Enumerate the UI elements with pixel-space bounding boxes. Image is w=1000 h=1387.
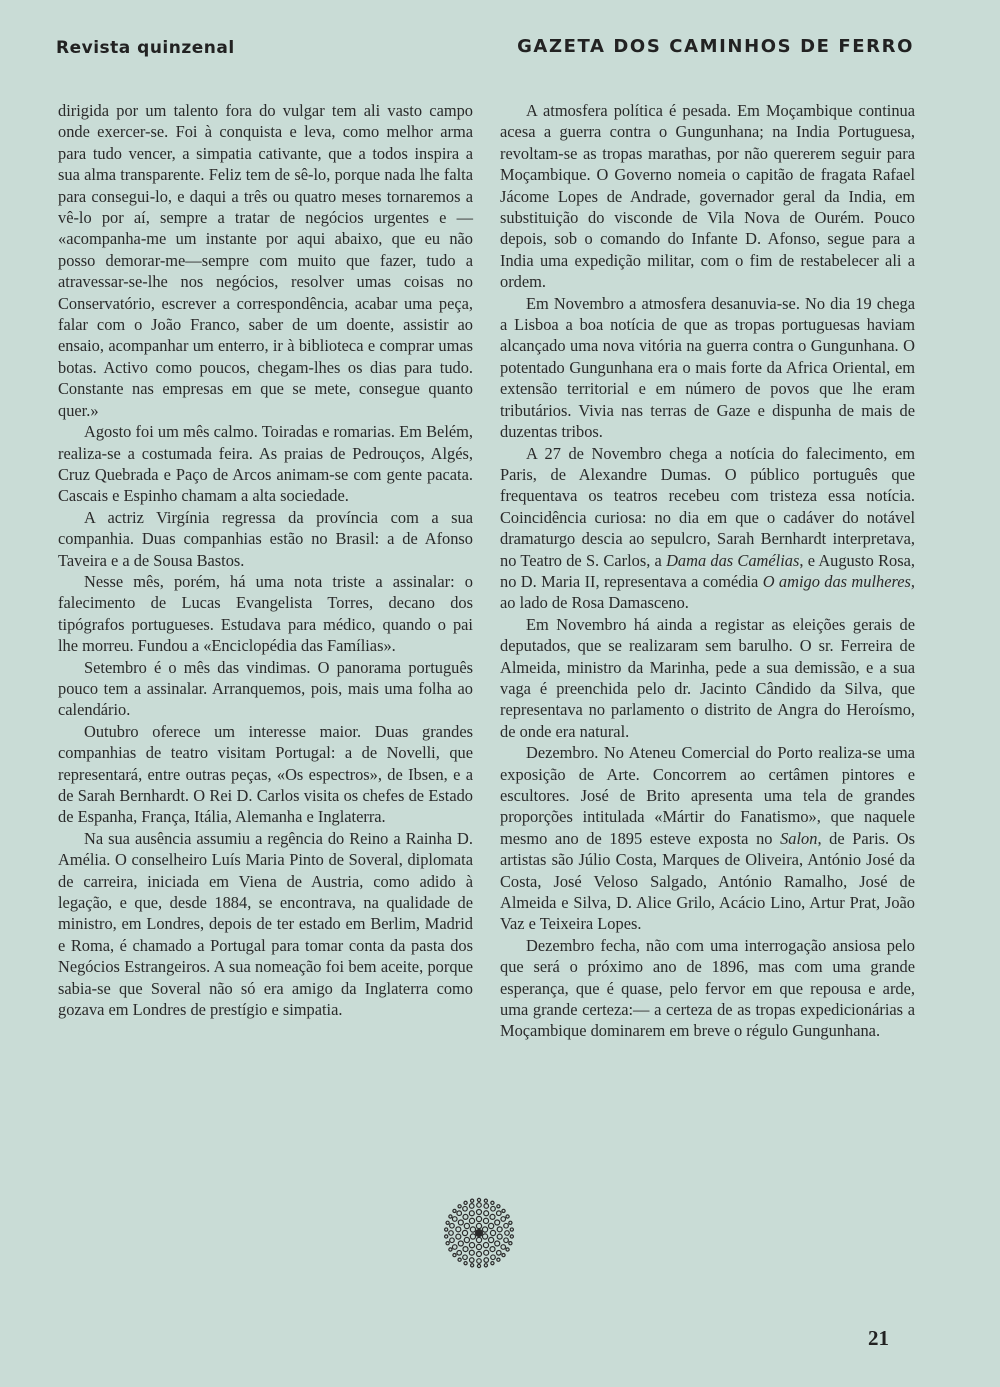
ornament-dot — [464, 1223, 469, 1228]
ornament-dot — [476, 1223, 481, 1228]
ornament-dot — [497, 1211, 502, 1216]
ornament-dot — [502, 1253, 505, 1256]
ornament-dot — [506, 1248, 509, 1251]
ornament-dot — [490, 1247, 495, 1252]
ornament-dot — [497, 1251, 502, 1256]
ornament-dot — [469, 1258, 474, 1263]
ornament-dot — [495, 1220, 500, 1225]
play-title: Dama das Camélias — [666, 550, 800, 570]
ornament-dot — [477, 1259, 482, 1264]
ornament-dot — [497, 1258, 500, 1261]
ornament-dot — [477, 1198, 480, 1201]
text-run: Dezembro. No Ateneu Comercial do Porto realiza-se uma exposição de Arte. Concorrem ao certâmen pintores e escultores. José de Brito apresenta uma tela de grandes proporções intitulada «Mártir do Fanatismo», que naquele mesmo ano de 1895 esteve exposta no — [500, 743, 915, 848]
ornament-dot — [469, 1250, 474, 1255]
ornament-dot — [449, 1231, 454, 1236]
ornament-dot — [483, 1243, 488, 1248]
paragraph: Setembro é o mês das vindimas. O panorama português pouco tem a assinalar. Arranquemos, pois, mais uma folha ao calendário. — [58, 657, 473, 720]
ornament-dot — [501, 1245, 506, 1250]
ornament-dot — [506, 1215, 509, 1218]
ornament-dot — [463, 1255, 468, 1260]
ornament-dot — [495, 1241, 500, 1246]
ornament-dot — [463, 1214, 468, 1219]
ornament-dot — [469, 1243, 474, 1248]
ornament-dot — [446, 1221, 449, 1224]
ornament-dot — [501, 1217, 506, 1222]
ornament-dot — [484, 1264, 487, 1267]
ornament-dot — [464, 1201, 467, 1204]
ornament-dot — [509, 1242, 512, 1245]
ornament-dot — [484, 1250, 489, 1255]
ornament-dot — [456, 1234, 461, 1239]
play-title: O amigo das mulheres — [762, 571, 911, 591]
ornament-dot — [452, 1245, 457, 1250]
ornament-dot — [510, 1235, 513, 1238]
ornament-dot — [484, 1199, 487, 1202]
ornament-dot — [490, 1214, 495, 1219]
ornament-dot — [489, 1237, 494, 1242]
ornament-dot — [505, 1231, 510, 1236]
ornament-dot — [477, 1264, 480, 1267]
ornament-dot — [482, 1234, 487, 1239]
ornament-core — [475, 1229, 483, 1237]
page-number: 21 — [868, 1326, 889, 1350]
paragraph: Agosto foi um mês calmo. Toiradas e romarias. Em Belém, realiza-se a costumada feira. As praias de Pedrouços, Algés, Cruz Quebrada e Paço de Arcos animam-se com gente pacata. Cascais e Espinho chamam a alta sociedade. — [58, 422, 473, 506]
ornament-dot — [464, 1237, 469, 1242]
ornament-dot — [469, 1218, 474, 1223]
ornament-dot — [504, 1238, 509, 1243]
ornament-dot — [491, 1262, 494, 1265]
paragraph — [500, 443, 915, 614]
ornament-dot — [497, 1227, 502, 1232]
ornament-dot — [469, 1211, 474, 1216]
ornament-dot — [476, 1237, 481, 1242]
paragraph: dirigida por um talento fora do vulgar tem ali vasto campo onde exercer-se. Foi à conquista e leva, como melhor arma para tudo vencer, a simpatia cativante, que a todos inspira a sua alma transparente. Feliz tem de sê-lo, porque nada lhe falta para consegui-lo, e daqui a três ou quatro meses tornaremos a vê-lo por aí, sempre a tratar de negócios urgentes e — «acompanha-me um instante por aqui abaixo, que eu não posso demorar-me—sempre com muito que fazer, tudo a atravessar-se-lhe nos negócios, resolver umas coisas no Conservatório, escrever a correspondência, acabar uma peça, falar com o João Franco, saber de um doente, assistir ao ensaio, acompanhar um enterro, ir à biblioteca e comprar umas botas. Activo como poucos, chegam-lhes os dias para tudo. Constante nas empresas em que se mete, consegue quanto quer.» — [58, 101, 473, 420]
ornament-dot — [491, 1206, 496, 1211]
ornament-dot — [471, 1199, 474, 1202]
ornament-dot — [477, 1210, 482, 1215]
ornament-dot — [463, 1247, 468, 1252]
ornament-dot — [470, 1234, 475, 1239]
ornament-dot — [453, 1253, 456, 1256]
running-header-right: GAZETA DOS CAMINHOS DE FERRO — [517, 36, 914, 57]
ornament-dot — [445, 1228, 448, 1231]
ornament-dot — [458, 1241, 463, 1246]
ornament-dot — [457, 1251, 462, 1256]
ornament-dot — [490, 1230, 495, 1235]
ornament-dot — [453, 1209, 456, 1212]
ornament-dot — [457, 1211, 462, 1216]
ornament-dot — [452, 1217, 457, 1222]
ornament-dot — [469, 1204, 474, 1209]
ornament-dot — [489, 1223, 494, 1228]
ornament-dot — [484, 1204, 489, 1209]
text-run: , de Paris. Os artistas são Júlio Costa, Marques de Oliveira, António José da Costa, José Veloso Salgado, António Ramalho, José de Almeida e Silva, D. Alice Grilo, Acácio Lino, Artur Prat, João Vaz e Teixeira Lopes. — [500, 828, 915, 934]
ornament-dot — [491, 1201, 494, 1204]
ornament-dot — [471, 1264, 474, 1267]
ornament-dot — [504, 1223, 509, 1228]
ornament-dot — [458, 1205, 461, 1208]
ornament-dot — [449, 1215, 452, 1218]
salon-title: Salon — [780, 828, 818, 848]
ornament-dot — [509, 1221, 512, 1224]
paragraph: Nesse mês, porém, há uma nota triste a assinalar: o falecimento de Lucas Evangelista Torres, decano dos tipógrafos portugueses. Estudava para médico, quando o pai lhe morreu. Fundou a «Enciclopédia das Famílias». — [58, 571, 473, 656]
ornament-dot — [484, 1258, 489, 1263]
ornament-dot — [445, 1235, 448, 1238]
paragraph: Na sua ausência assumiu a regência do Reino a Rainha D. Amélia. O conselheiro Luís Maria Pinto de Soveral, diplomata de carreira, iniciada em Viena de Austria, como adido à legação, e que, desde 1884, se encontrava, na qualidade de ministro, em Londres, depois de ter estado em Berlim, Madrid e Roma, é chamado a Portugal para tomar conta da pasta dos Negócios Estrangeiros. A sua nomeação foi bem aceite, porque sabia-se que Soveral não só era amigo da Inglaterra como gozava em Londres de prestígio e simpatia. — [58, 828, 473, 1020]
paragraph: Em Novembro há ainda a registar as eleições gerais de deputados, que se realizaram sem barulho. O sr. Ferreira de Almeida, ministro da Marinha, pede a sua demissão, e a sua vaga é preenchida pelo dr. Jacinto Cândido da Silva, que representava no parlamento o distrito de Angra do Heroísmo, de onde era natural. — [500, 614, 915, 741]
ornament-dot — [484, 1211, 489, 1216]
paragraph — [500, 742, 915, 935]
ornament-dot — [491, 1255, 496, 1260]
ornament-dot — [497, 1234, 502, 1239]
ornament-dot — [458, 1220, 463, 1225]
ornament-dot — [477, 1252, 482, 1257]
ornament-dot — [463, 1206, 468, 1211]
ornament-dot — [450, 1223, 455, 1228]
ornament-dot — [446, 1242, 449, 1245]
ornament-dot — [458, 1258, 461, 1261]
paragraph: Dezembro fecha, não com uma interrogação ansiosa pelo que será o próximo ano de 1896, mas com uma grande esperança, que é quase, pelo fervor em que repousa e arde, uma grande certeza:— a certeza de as tropas expedicionárias a Moçambique dominarem em breve o régulo Gungunhana. — [500, 935, 915, 1041]
text-run: A 27 de Novembro chega a notícia do falecimento, em Paris, de Alexandre Dumas. O público português que frequentava os teatros recebeu com tristeza essa notícia. Coincidência curiosa: no dia em que o cadáver do notável dramaturgo descia ao sepulcro, Sarah Bernhardt interpretava, no Teatro de S. Carlos, a — [500, 443, 915, 570]
left-column — [58, 100, 473, 1020]
running-header-left: Revista quinzenal — [56, 38, 235, 58]
ornament-dot — [464, 1262, 467, 1265]
ornament-dot — [476, 1244, 481, 1249]
paragraph: A actriz Virgínia regressa da província com a sua companhia. Duas companhias estão no Brasil: a de Afonso Taveira e a de Sousa Bastos. — [58, 507, 473, 570]
ornament-dot — [483, 1218, 488, 1223]
ornament-dot — [477, 1203, 482, 1208]
ornament-dot — [470, 1227, 475, 1232]
right-column — [500, 100, 915, 1042]
ornament-dot — [497, 1205, 500, 1208]
paragraph: Outubro oferece um interesse maior. Duas grandes companhias de teatro visitam Portugal: a de Novelli, que representará, entre outras peças, «Os espectros», de Ibsen, e a de Sarah Bernhardt. O Rei D. Carlos visita os chefes de Estado de Espanha, França, Itália, Alemanha e Inglaterra. — [58, 721, 473, 827]
text-run: , e Augusto Rosa, no D. Maria II, representava a comédia — [500, 550, 915, 591]
ornament-dot — [456, 1227, 461, 1232]
ornament-dot — [450, 1238, 455, 1243]
ornament-icon — [443, 1197, 515, 1269]
ornament-dot — [449, 1248, 452, 1251]
paragraph: A atmosfera política é pesada. Em Moçambique continua acesa a guerra contra o Gungunhana; na India Portuguesa, revoltam-se as tropas marathas, por não quererem seguir para Moçambique. O Governo nomeia o capitão de fragata Rafael Jácome Lopes de Andrade, governador geral da India, em substituição do visconde de Vila Nova de Ourém. Pouco depois, sob o comando do Infante D. Afonso, segue para a India uma expedição militar, com o fim de restabelecer ali a ordem. — [500, 101, 915, 292]
ornament-dot — [510, 1228, 513, 1231]
text-run: , ao lado de Rosa Damasceno. — [500, 571, 915, 613]
ornament-dot — [502, 1209, 505, 1212]
ornament-dot — [482, 1227, 487, 1232]
ornament-dot — [462, 1230, 467, 1235]
ornament-dot — [476, 1216, 481, 1221]
paragraph: Em Novembro a atmosfera desanuvia-se. No dia 19 chega a Lisboa a boa notícia de que as tropas portuguesas haviam alcançado uma nova vitória na guerra contra o Gungunhana. O potentado Gungunhana era o mais forte da Africa Oriental, em extensão territorial e em número de povos que lhe eram tributários. Vivia nas terras de Gaze e dispunha de mais de duzentas tribos. — [500, 293, 915, 442]
